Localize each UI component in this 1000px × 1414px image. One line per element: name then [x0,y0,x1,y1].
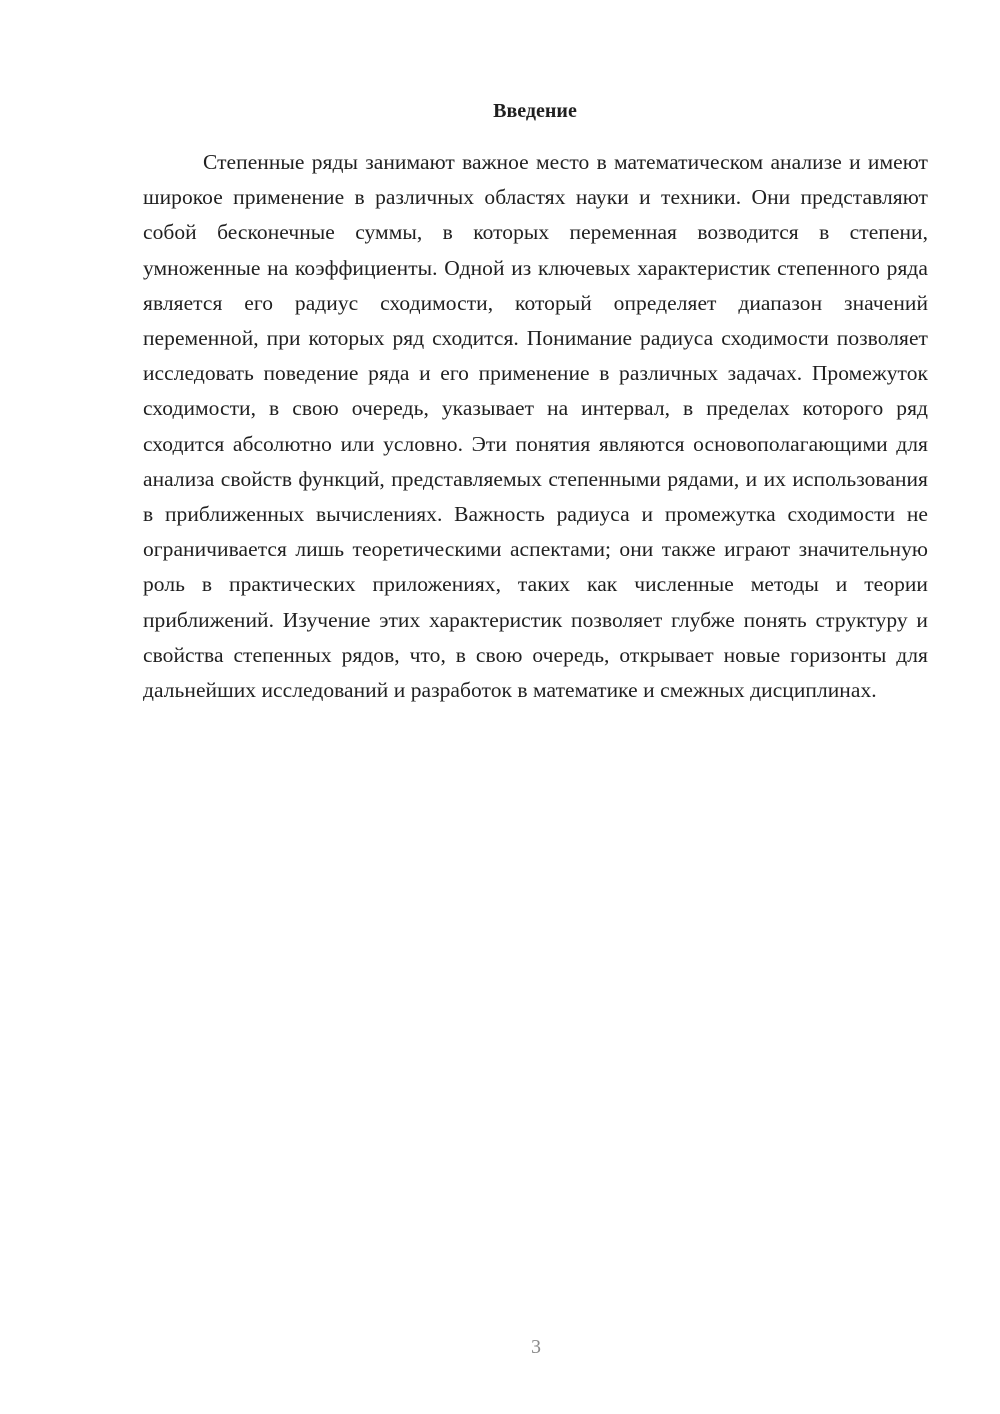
page-number: 3 [531,1336,541,1358]
introduction-paragraph: Степенные ряды занимают важное место в математическом анализе и имеют широкое применение в различных областях науки и техники. Они представляют собой бесконечные суммы, в которых переменная возводится в степени, умноженные на коэффициенты. Одной из ключевых характеристик степенного ряда является его радиус сходимости, который определяет диапазон значений переменной, при которых ряд сходится. Понимание радиуса сходимости позволяет исследовать поведение ряда и его применение в различных задачах. Промежуток сходимости, в свою очередь, указывает на интервал, в пределах которого ряд сходится абсолютно или условно. Эти понятия являются основополагающими для анализа свойств функций, представляемых степенными рядами, и их использования в приближенных вычислениях. Важность радиуса и промежутка сходимости не ограничивается лишь теоретическими аспектами; они также играют значительную роль в практических приложениях, таких как численные методы и теории приближений. Изучение этих характеристик позволяет глубже понять структуру и свойства степенных рядов, что, в свою очередь, открывает новые горизонты для дальнейших исследований и разработок в математике и смежных дисциплинах. [143,150,928,703]
section-heading: Введение [493,100,577,122]
